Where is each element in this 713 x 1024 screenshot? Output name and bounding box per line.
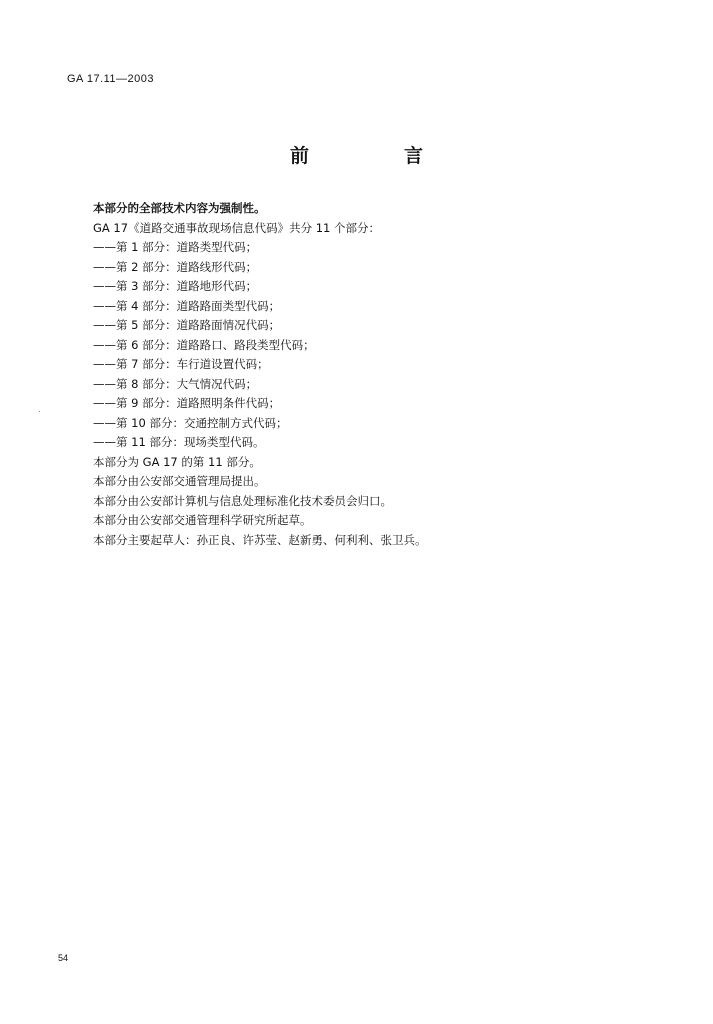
intro-line: GA 17《道路交通事故现场信息代码》共分 11 个部分： — [93, 220, 381, 235]
part-item-6: ——第 6 部分：道路路口、路段类型代码； — [93, 337, 315, 352]
document-body — [93, 199, 653, 550]
parts-list — [93, 238, 653, 453]
page-number: 54 — [58, 953, 69, 963]
part-item-11: ——第 11 部分：现场类型代码。 — [93, 435, 265, 449]
part-item-9: ——第 9 部分：道路照明条件代码； — [93, 396, 281, 410]
part-item-7: ——第 7 部分：车行道设置代码； — [93, 357, 269, 371]
part-item-5: ——第 5 部分：道路路面情况代码； — [93, 318, 281, 332]
mandatory-statement: 本部分的全部技术内容为强制性。 — [93, 201, 266, 215]
part-item-10: ——第 10 部分：交通控制方式代码； — [93, 415, 288, 430]
part-item-1: ——第 1 部分：道路类型代码； — [93, 240, 258, 254]
statement-centralized-by: 本部分由公安部计算机与信息处理标准化技术委员会归口。 — [93, 493, 392, 508]
part-item-8: ——第 8 部分：大气情况代码； — [93, 376, 258, 391]
statement-drafted-by: 本部分由公安部交通管理科学研究所起草。 — [93, 513, 312, 527]
standard-code: GA 17.11—2003 — [67, 73, 155, 85]
part-item-2: ——第 2 部分：道路线形代码； — [93, 259, 258, 274]
page-title: 前 言 — [289, 145, 461, 167]
part-item-4: ——第 4 部分：道路路面类型代码； — [93, 298, 281, 313]
statement-main-drafters: 本部分主要起草人：孙正良、许苏莹、赵新勇、何利利、张卫兵。 — [93, 532, 427, 547]
statement-proposed-by: 本部分由公安部交通管理局提出。 — [93, 474, 266, 488]
scan-artifact — [39, 411, 40, 412]
statement-part-of-ga17: 本部分为 GA 17 的第 11 部分。 — [93, 454, 261, 469]
part-item-3: ——第 3 部分：道路地形代码； — [93, 279, 258, 293]
